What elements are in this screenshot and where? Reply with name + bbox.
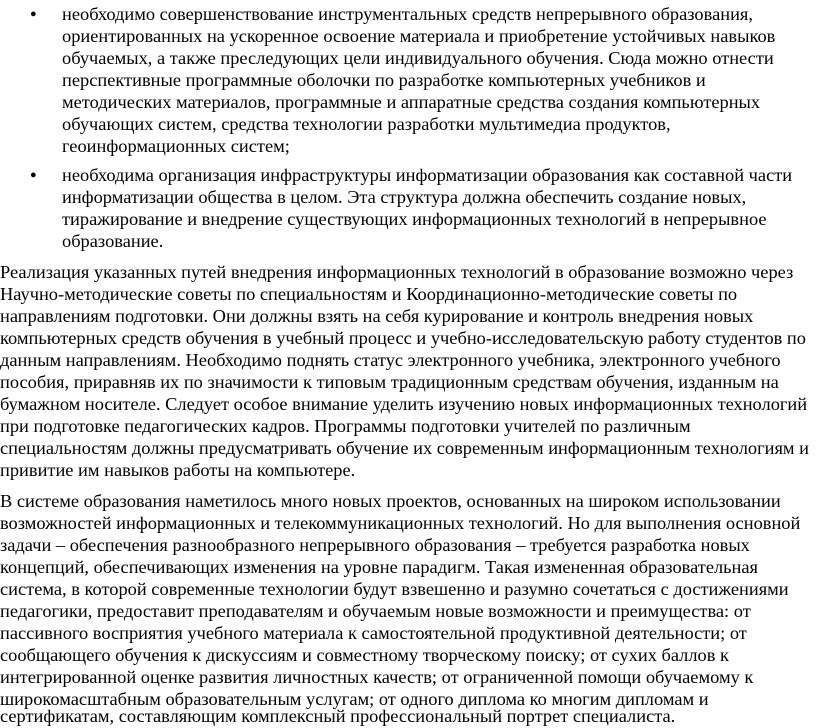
paragraph-line: Реализация указанных путей внедрения информационных технологий в образование возможно через [0, 262, 794, 282]
bullet-line: необходима организация инфраструктуры информатизации образования как составной части [62, 165, 793, 185]
paragraph-line: данным направлениям. Необходимо поднять статус электронного учебника, электронного учебного [0, 350, 781, 370]
paragraph-line: возможностей информационных и телекоммуникационных технологий. Но для выполнения основной [0, 513, 801, 533]
paragraph-line: концепций, обеспечивающих изменения на уровне парадигм. Такая измененная образовательная [0, 557, 759, 577]
paragraph-line: Научно-методические советы по специальностям и Координационно-методические советы по [0, 284, 738, 304]
bullet-line: тиражирование и внедрение существующих информационных технологий в непрерывное [62, 209, 767, 229]
paragraph-line: широкомасштабным образовательным услугам; от одного диплома ко многим дипломам и [0, 689, 709, 709]
paragraph-line: система, в которой современные технологии будут взвешенно и разумно сочетаться с достижениями [0, 579, 789, 599]
bullet-line: геоинформационных систем; [62, 136, 290, 156]
bullet-line: обучающих систем, средства технологии разработки мультимедиа продуктов, [62, 114, 671, 134]
paragraph-line: педагогики, предоставит преподавателям и обучаемым новые возможности и преимущества: от [0, 601, 751, 621]
paragraph-line: сообщающего обучения к дискуссиям и совместному творческому поиску; от сухих баллов к [0, 645, 729, 665]
bullet-line: перспективные программные оболочки по разработке компьютерных учебников и [62, 70, 706, 90]
paragraph-line: интегрированной оценке развития личностных качеств; от ограниченной помощи обучаемому к [0, 667, 754, 687]
bullet-line: необходимо совершенствование инструментальных средств непрерывного образования, [62, 4, 753, 24]
paragraph-line: бумажном носителе. Следует особое внимание уделить изучению новых информационных технологий [0, 394, 808, 414]
paragraph-line: пассивного восприятия учебного материала к самостоятельной продуктивной деятельности; от [0, 623, 747, 643]
paragraph-line: при подготовке педагогических кадров. Программы подготовки учителей по различным [0, 416, 691, 436]
paragraph-line: направлениям подготовки. Они должны взять на себя курирование и контроль внедрения новых [0, 306, 754, 326]
paragraph-line: задачи – обеспечения разнообразного непрерывного образования – требуется разработка новых [0, 535, 750, 555]
paragraph-line: компьютерных средств обучения в учебный процесс и учебно-исследовательскую работу студентов по [0, 328, 806, 348]
bullet-line: обучаемых, а также преследующих цели индивидуального обучения. Сюда можно отнести [62, 48, 774, 68]
bullet-line: методических материалов, программные и аппаратные средства создания компьютерных [62, 92, 761, 112]
bullet-line: информатизации общества в целом. Эта структура должна обеспечить создание новых, [62, 187, 747, 207]
bullet-line: образование. [62, 231, 164, 251]
bullet-marker: ● [30, 8, 37, 20]
paragraph-line: пособия, приравняв их по значимости к типовым традиционным средствам обучения, изданным на [0, 372, 779, 392]
bullet-line: ориентированных на ускоренное освоение материала и приобретение устойчивых навыков [62, 26, 776, 46]
bullet-marker: ● [30, 169, 37, 181]
paragraph-line: специальностям должны предусматривать обучение их современным информационным технологиям и [0, 438, 809, 458]
paragraph-line: сертификатам, составляющим комплексный профессиональный портрет специалиста. [0, 706, 676, 726]
paragraph-line: В системе образования наметилось много новых проектов, основанных на широком использовании [0, 491, 781, 511]
paragraph-line: привитие им навыков работы на компьютере. [0, 460, 356, 480]
